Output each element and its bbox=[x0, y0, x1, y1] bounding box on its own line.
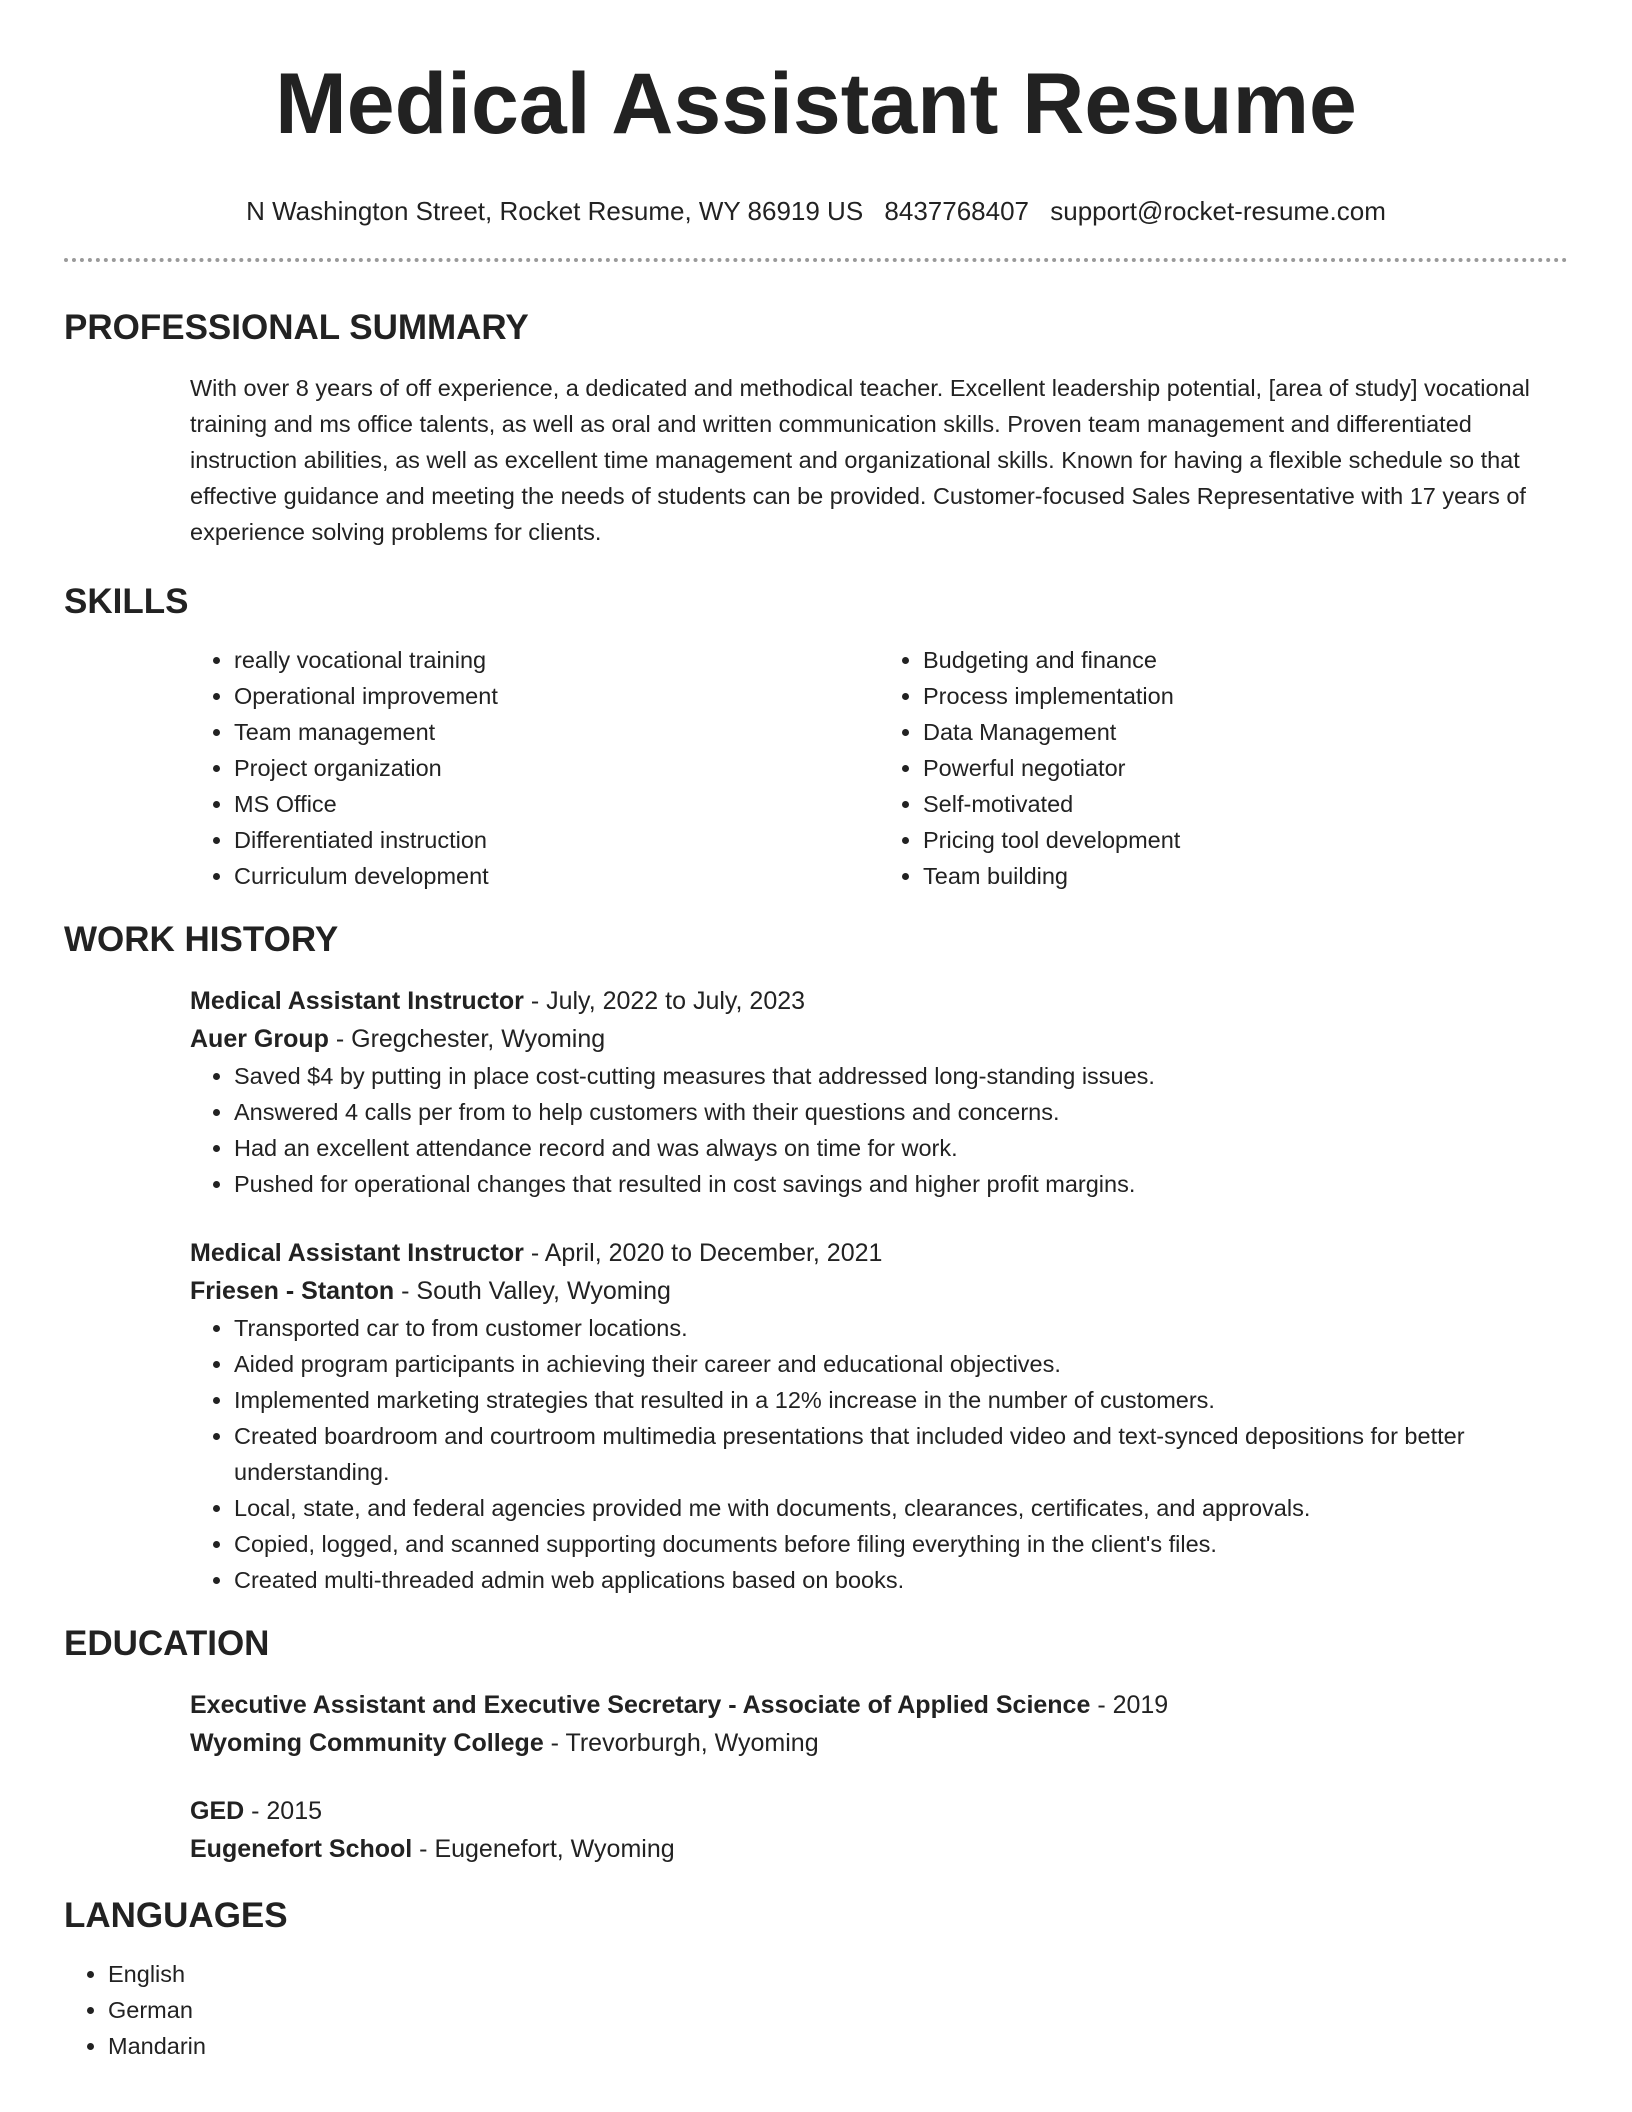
job-company: Auer Group bbox=[190, 1025, 329, 1053]
list-item: • Operational improvement bbox=[234, 678, 879, 714]
contact-email[interactable]: support@rocket-resume.com bbox=[1050, 196, 1386, 226]
job-bullets bbox=[190, 1310, 1568, 1598]
list-item: • Powerful negotiator bbox=[923, 750, 1568, 786]
resume-title: Medical Assistant Resume bbox=[275, 56, 1357, 152]
list-item: • Project organization bbox=[234, 750, 879, 786]
job-company-line bbox=[190, 1020, 1568, 1058]
education-section bbox=[64, 1622, 1568, 1868]
skills-list-left bbox=[190, 642, 879, 894]
work-history-heading: WORK HISTORY bbox=[64, 920, 339, 959]
school-location: - Trevorburgh, Wyoming bbox=[543, 1729, 819, 1757]
degree-line bbox=[190, 1686, 1568, 1724]
languages-section bbox=[64, 1894, 1568, 2064]
skills-heading: SKILLS bbox=[64, 582, 189, 621]
list-item: • Self-motivated bbox=[923, 786, 1568, 822]
job-dates: - April, 2020 to December, 2021 bbox=[523, 1239, 883, 1267]
list-item: • English bbox=[108, 1956, 1568, 1992]
list-item: • Saved $4 by putting in place cost-cutting measures that addressed long-standing issues. bbox=[234, 1058, 1568, 1094]
languages-heading: LANGUAGES bbox=[64, 1896, 288, 1935]
job-title: Medical Assistant Instructor bbox=[190, 1239, 524, 1267]
summary-section bbox=[64, 306, 1568, 550]
list-item: • MS Office bbox=[234, 786, 879, 822]
job-location: - Gregchester, Wyoming bbox=[328, 1025, 606, 1053]
school-location: - Eugenefort, Wyoming bbox=[412, 1835, 675, 1863]
job-entry bbox=[190, 982, 1568, 1202]
list-item: • Pricing tool development bbox=[923, 822, 1568, 858]
job-title-line bbox=[190, 982, 1568, 1020]
job-title: Medical Assistant Instructor bbox=[190, 987, 524, 1015]
list-item: • Budgeting and finance bbox=[923, 642, 1568, 678]
job-dates: - July, 2022 to July, 2023 bbox=[523, 987, 806, 1015]
list-item: • Team management bbox=[234, 714, 879, 750]
job-location: - South Valley, Wyoming bbox=[394, 1277, 671, 1305]
job-company-line bbox=[190, 1272, 1568, 1310]
list-item: • really vocational training bbox=[234, 642, 879, 678]
job-entry bbox=[190, 1234, 1568, 1598]
list-item: • Curriculum development bbox=[234, 858, 879, 894]
list-item: • Process implementation bbox=[923, 678, 1568, 714]
contact-address: N Washington Street, Rocket Resume, WY 86919 US bbox=[246, 196, 864, 226]
school-name: Wyoming Community College bbox=[190, 1729, 544, 1757]
degree-year: - 2015 bbox=[244, 1797, 323, 1825]
list-item: • Data Management bbox=[923, 714, 1568, 750]
languages-list bbox=[64, 1956, 1568, 2064]
degree-name: Executive Assistant and Executive Secretary - Associate of Applied Science bbox=[190, 1691, 1091, 1719]
education-entry bbox=[190, 1792, 1568, 1868]
list-item: • Aided program participants in achieving their career and educational objectives. bbox=[234, 1346, 1568, 1382]
list-item: • Differentiated instruction bbox=[234, 822, 879, 858]
school-line bbox=[190, 1724, 1568, 1762]
list-item: • German bbox=[108, 1992, 1568, 2028]
list-item: • Local, state, and federal agencies provided me with documents, clearances, certificates, and approvals. bbox=[234, 1490, 1568, 1526]
list-item: • Answered 4 calls per from to help customers with their questions and concerns. bbox=[234, 1094, 1568, 1130]
skills-list-right bbox=[879, 642, 1568, 894]
school-line bbox=[190, 1830, 1568, 1868]
summary-heading: PROFESSIONAL SUMMARY bbox=[64, 308, 529, 347]
list-item: • Copied, logged, and scanned supporting documents before filing everything in the client's files. bbox=[234, 1526, 1568, 1562]
list-item: • Transported car to from customer locations. bbox=[234, 1310, 1568, 1346]
list-item: • Pushed for operational changes that resulted in cost savings and higher profit margins. bbox=[234, 1166, 1568, 1202]
job-title-line bbox=[190, 1234, 1568, 1272]
contact-line bbox=[64, 194, 1568, 228]
degree-line bbox=[190, 1792, 1568, 1830]
school-name: Eugenefort School bbox=[190, 1835, 413, 1863]
education-heading: EDUCATION bbox=[64, 1624, 270, 1663]
list-item: • Implemented marketing strategies that resulted in a 12% increase in the number of customers. bbox=[234, 1382, 1568, 1418]
header-divider bbox=[64, 258, 1568, 262]
job-company: Friesen - Stanton bbox=[190, 1277, 395, 1305]
list-item: • Team building bbox=[923, 858, 1568, 894]
list-item: • Created multi-threaded admin web applications based on books. bbox=[234, 1562, 1568, 1598]
list-item: • Had an excellent attendance record and was always on time for work. bbox=[234, 1130, 1568, 1166]
list-item: • Created boardroom and courtroom multimedia presentations that included video and text-synced depositions for better understanding. bbox=[234, 1418, 1568, 1490]
degree-name: GED bbox=[190, 1797, 245, 1825]
contact-phone: 8437768407 bbox=[884, 196, 1030, 226]
degree-year: - 2019 bbox=[1090, 1691, 1169, 1719]
list-item: • Mandarin bbox=[108, 2028, 1568, 2064]
summary-text: With over 8 years of off experience, a dedicated and methodical teacher. Excellent leadership potential, [area of study] vocational training and ms office talents, as well as oral and written communication skills. Proven team management and differentiated instruction abilities, as well as excellent time management and organizational skills. Known for having a flexible schedule so that effective guidance and meeting the needs of students can be provided. Customer-focused Sales Representative with 17 years of experience solving problems for clients. bbox=[190, 375, 1530, 545]
education-entry bbox=[190, 1686, 1568, 1762]
job-bullets bbox=[190, 1058, 1568, 1202]
work-history-section bbox=[64, 918, 1568, 1598]
skills-section bbox=[64, 580, 1568, 894]
skills-columns bbox=[190, 642, 1568, 894]
